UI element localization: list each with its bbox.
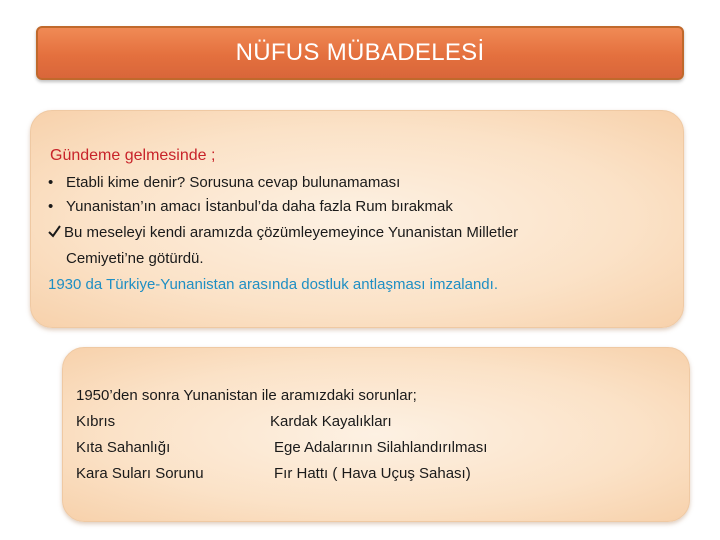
reasons-panel (30, 110, 684, 328)
bullet-icon: • (48, 174, 54, 191)
title-banner (36, 26, 684, 80)
check-icon (48, 224, 64, 241)
reasons-heading: Gündeme gelmesinde ; (50, 147, 216, 164)
problem-left-1: Kıbrıs (76, 413, 116, 430)
bullet-item-2 (48, 198, 453, 215)
problem-right-2: Ege Adalarının Silahlandırılması (274, 439, 488, 456)
check-item (48, 224, 518, 241)
bullet-icon: • (48, 198, 54, 215)
problem-right-3: Fır Hattı ( Hava Uçuş Sahası) (274, 465, 471, 482)
check-text-line-1: Bu meseleyi kendi aramızda çözümleyemeyince Yunanistan Milletler (64, 224, 519, 241)
problem-left-3: Kara Suları Sorunu (76, 465, 204, 482)
problem-right-1: Kardak Kayalıkları (270, 413, 392, 430)
bullet-text-2: Yunanistan’ın amacı İstanbul’da daha fazla Rum bırakmak (66, 198, 453, 215)
bullet-text-1: Etabli kime denir? Sorusuna cevap bulunamaması (66, 174, 401, 191)
problems-panel (62, 347, 690, 522)
bullet-item-1 (48, 174, 400, 191)
problems-heading: 1950’den sonra Yunanistan ile aramızdaki sorunlar; (76, 387, 417, 404)
conclusion-text: 1930 da Türkiye-Yunanistan arasında dostluk antlaşması imzalandı. (48, 276, 498, 293)
problem-left-2: Kıta Sahanlığı (76, 439, 171, 456)
check-text-line-2: Cemiyeti’ne götürdü. (66, 250, 204, 267)
slide-title: NÜFUS MÜBADELESİ (235, 39, 485, 66)
